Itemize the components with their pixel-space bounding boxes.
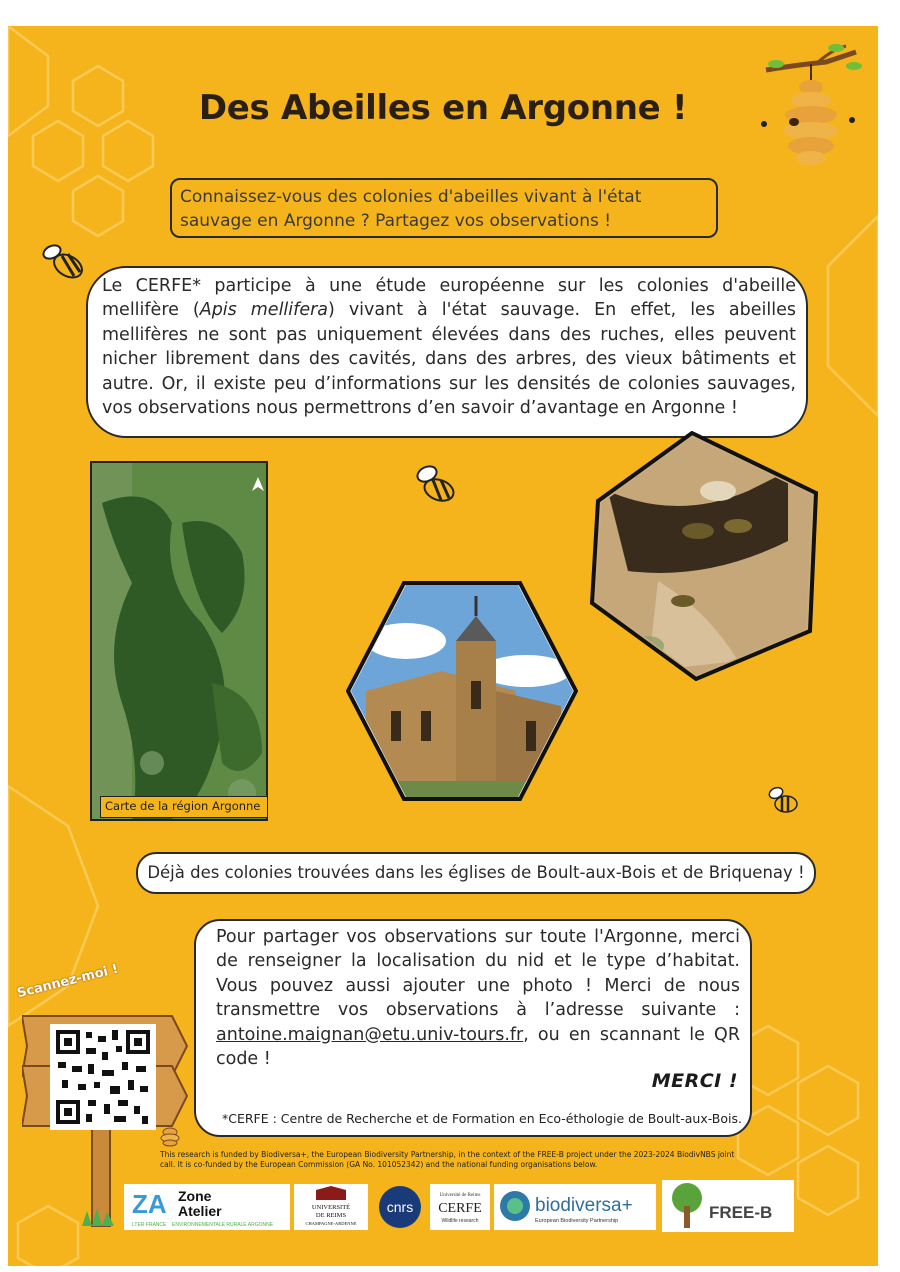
cerfe-name: CERFE	[438, 1201, 482, 1216]
cerfe-top: Université de Reims	[439, 1193, 481, 1198]
species-name: Apis mellifera	[199, 300, 329, 321]
argonne-satellite-map	[90, 461, 268, 821]
za-title-1: Zone	[178, 1188, 212, 1204]
bee-icon	[413, 462, 463, 508]
intro-question-box: Connaissez-vous des colonies d'abeilles vivant à l'état sauvage en Argonne ? Partagez vos observations !	[170, 178, 718, 238]
study-text-2: ) vivant à l'état sauvage. En effet, les abeilles mellifères ne sont pas uniquement élevées dans des ruches, elles peuvent nicher librement dans des cavités, dans des arbres, des vieux bâtiments et autre. Or, il existe peu d’informations sur les densités de colonies sauvages, vos observations nous permettrons d’en savoir d’avantage en Argonne !	[102, 300, 796, 419]
scan-me-label: Scannez-moi !	[15, 961, 120, 1002]
za-sub-2: ENVIRONNEMENTALE RURALE ARGONNE	[172, 1222, 274, 1228]
page-title: Des Abeilles en Argonne !	[198, 88, 688, 128]
map-image	[92, 463, 268, 821]
biodiversa-sub: European Biodiversity Partnership	[535, 1218, 619, 1224]
small-hive-icon	[158, 1124, 182, 1148]
bg-hexagon	[798, 1146, 858, 1215]
cerfe-footnote: *CERFE : Centre de Recherche et de Formation en Eco-éthologie de Boult-aux-Bois.	[222, 1111, 742, 1126]
map-caption: Carte de la région Argonne	[100, 796, 268, 818]
share-text: Pour partager vos observations sur toute l'Argonne, merci de renseigner la localisation du nid et le type d’habitat. Vous pouvez aussi ajouter une photo ! Merci de nous transmettre vos observations à l’adresse suivante :	[216, 927, 740, 1021]
reims-line-3: CHAMPAGNE-ARDENNE	[305, 1221, 357, 1226]
merci-label: MERCI !	[651, 1070, 738, 1092]
bee-icon	[38, 240, 88, 284]
poster	[8, 26, 878, 1266]
logo-zone-atelier	[124, 1184, 290, 1230]
study-text-1: Le CERFE* participe à une étude européenne sur les colonies d'abeille mellifère (	[102, 276, 796, 321]
biodiversa-name: biodiversa+	[535, 1195, 633, 1216]
bg-hexagon	[73, 176, 123, 236]
bg-hexagon	[103, 121, 153, 181]
cerfe-sub: Wildlife research	[441, 1218, 479, 1224]
logo-universite-reims	[294, 1184, 368, 1230]
za-title-2: Atelier	[178, 1203, 222, 1219]
logo-cerfe	[430, 1184, 490, 1230]
logo-free-b	[662, 1180, 794, 1232]
za-sub-1: LTER FRANCE	[132, 1222, 167, 1228]
funding-statement: This research is funded by Biodiversa+, the European Biodiversity Partnership, in the context of the FREE-B project under the 2023-2024 BiodivNBS joint call. It is co-funded by the European Commission (GA No. 101052342) and the national funding organisations below.	[160, 1150, 735, 1169]
bg-hexagon	[828, 216, 878, 416]
cnrs-text: cnrs	[386, 1199, 414, 1215]
reims-line-1: UNIVERSITÉ	[311, 1204, 351, 1211]
share-text-end: , ou en scannant le QR code !	[216, 1024, 740, 1070]
share-instructions	[194, 919, 752, 1137]
bg-hexagon	[798, 1066, 858, 1135]
church-hexagon-photo	[346, 581, 578, 801]
za-mark: ZA	[132, 1189, 167, 1219]
study-description	[86, 266, 808, 438]
bee-icon	[766, 784, 802, 816]
logo-biodiversa	[494, 1184, 656, 1230]
freeb-name: FREE-B	[709, 1203, 773, 1222]
bg-hexagon	[33, 121, 83, 181]
logo-cnrs	[372, 1184, 428, 1230]
reims-line-2: DE REIMS	[315, 1212, 347, 1219]
wild-colony-hexagon-photo	[588, 431, 820, 681]
colonies-found-note: Déjà des colonies trouvées dans les églises de Boult-aux-Bois et de Briquenay !	[136, 852, 816, 894]
contact-email-link[interactable]: antoine.maignan@etu.univ-tours.fr	[216, 1024, 524, 1045]
